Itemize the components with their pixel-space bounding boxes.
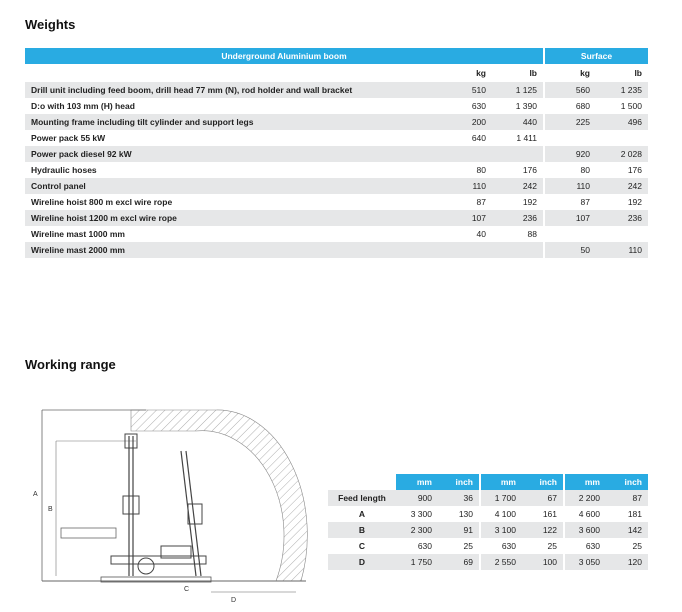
range-value: 4 600 — [564, 506, 606, 522]
weights-row — [25, 98, 648, 114]
underground-lb — [492, 242, 544, 258]
unit-label: kg — [476, 68, 486, 78]
range-value: 3 100 — [480, 522, 522, 538]
range-value: 1 700 — [480, 490, 522, 506]
diagram-label-b: B — [48, 506, 53, 513]
weights-row — [25, 82, 648, 98]
surface-kg — [544, 226, 596, 242]
range-header-row — [328, 474, 648, 490]
surface-lb: 2 028 — [596, 146, 648, 162]
unit-label: kg — [544, 64, 596, 82]
surface-kg: 107 — [544, 210, 596, 226]
weights-table — [25, 48, 648, 258]
surface-lb: 1 235 — [596, 82, 648, 98]
working-range-table — [328, 474, 648, 570]
range-value: 161 — [522, 506, 564, 522]
range-value: 120 — [606, 554, 648, 570]
surface-lb — [596, 226, 648, 242]
range-row-label: C — [328, 538, 396, 554]
range-row — [328, 490, 648, 506]
underground-kg: 107 — [440, 210, 492, 226]
underground-kg: 87 — [440, 194, 492, 210]
diagram-label-c: C — [184, 586, 190, 593]
surface-kg: 50 — [544, 242, 596, 258]
underground-lb: 176 — [492, 162, 544, 178]
surface-lb: 110 — [596, 242, 648, 258]
underground-lb: 1 411 — [492, 130, 544, 146]
range-value: 69 — [438, 554, 480, 570]
weights-heading: Weights — [25, 17, 76, 32]
surface-kg: 920 — [544, 146, 596, 162]
surface-kg: 560 — [544, 82, 596, 98]
units-spacer — [25, 64, 440, 82]
range-value: 2 200 — [564, 490, 606, 506]
weights-row — [25, 178, 648, 194]
underground-kg — [440, 242, 492, 258]
underground-kg: 510 — [440, 82, 492, 98]
range-value: 181 — [606, 506, 648, 522]
surface-kg: 80 — [544, 162, 596, 178]
range-row — [328, 506, 648, 522]
range-value: 900 — [396, 490, 438, 506]
range-row-label: Feed length — [328, 490, 396, 506]
unit-label: lb — [529, 68, 537, 78]
weight-item-label: Mounting frame including tilt cylinder and support legs — [25, 114, 440, 130]
range-value: 100 — [522, 554, 564, 570]
range-row-label: D — [328, 554, 396, 570]
range-col-header: mm — [480, 474, 522, 490]
working-range-heading: Working range — [25, 357, 116, 372]
surface-kg: 110 — [544, 178, 596, 194]
range-value: 130 — [438, 506, 480, 522]
weight-item-label: Wireline mast 1000 mm — [25, 226, 440, 242]
weight-item-label: Control panel — [25, 178, 440, 194]
range-value: 87 — [606, 490, 648, 506]
surface-lb: 192 — [596, 194, 648, 210]
range-value: 630 — [564, 538, 606, 554]
underground-kg: 110 — [440, 178, 492, 194]
weight-item-label: Drill unit including feed boom, drill head 77 mm (N), rod holder and wall bracket — [25, 82, 440, 98]
weight-item-label: Wireline mast 2000 mm — [25, 242, 440, 258]
range-value: 3 600 — [564, 522, 606, 538]
range-header-spacer — [328, 474, 396, 490]
range-col-header: inch — [522, 474, 564, 490]
range-row — [328, 522, 648, 538]
range-row — [328, 554, 648, 570]
weights-row — [25, 114, 648, 130]
unit-label: lb — [634, 68, 642, 78]
underground-kg: 80 — [440, 162, 492, 178]
weights-row — [25, 146, 648, 162]
surface-lb: 242 — [596, 178, 648, 194]
weights-row — [25, 226, 648, 242]
underground-kg — [440, 146, 492, 162]
weight-item-label: Power pack diesel 92 kW — [25, 146, 440, 162]
underground-lb: 236 — [492, 210, 544, 226]
underground-lb: 1 125 — [492, 82, 544, 98]
surface-kg — [544, 130, 596, 146]
range-row-label: A — [328, 506, 396, 522]
range-value: 4 100 — [480, 506, 522, 522]
range-value: 91 — [438, 522, 480, 538]
weights-row — [25, 242, 648, 258]
diagram-label-a: A — [33, 491, 38, 498]
underground-lb — [492, 146, 544, 162]
range-value: 3 300 — [396, 506, 438, 522]
range-col-header: mm — [564, 474, 606, 490]
weight-item-label: Power pack 55 kW — [25, 130, 440, 146]
range-value: 630 — [396, 538, 438, 554]
range-value: 25 — [522, 538, 564, 554]
range-value: 3 050 — [564, 554, 606, 570]
underground-kg: 630 — [440, 98, 492, 114]
working-range-diagram — [26, 396, 326, 606]
weights-units-row — [25, 64, 648, 82]
range-value: 2 300 — [396, 522, 438, 538]
surface-kg: 680 — [544, 98, 596, 114]
underground-lb: 88 — [492, 226, 544, 242]
weights-group-header-row — [25, 48, 648, 64]
weight-item-label: Wireline hoist 1200 m excl wire rope — [25, 210, 440, 226]
surface-lb: 496 — [596, 114, 648, 130]
range-row — [328, 538, 648, 554]
surface-lb: 176 — [596, 162, 648, 178]
range-value: 122 — [522, 522, 564, 538]
range-col-header: inch — [438, 474, 480, 490]
weight-item-label: Wireline hoist 800 m excl wire rope — [25, 194, 440, 210]
range-value: 25 — [606, 538, 648, 554]
range-value: 1 750 — [396, 554, 438, 570]
weights-row — [25, 194, 648, 210]
underground-kg: 200 — [440, 114, 492, 130]
group-underground: Underground Aluminium boom — [25, 48, 544, 64]
weights-row — [25, 162, 648, 178]
underground-kg: 640 — [440, 130, 492, 146]
surface-kg: 225 — [544, 114, 596, 130]
range-value: 2 550 — [480, 554, 522, 570]
diagram-label-d: D — [231, 597, 237, 604]
range-col-header: mm — [396, 474, 438, 490]
group-surface: Surface — [544, 48, 648, 64]
underground-lb: 1 390 — [492, 98, 544, 114]
range-value: 25 — [438, 538, 480, 554]
surface-lb: 1 500 — [596, 98, 648, 114]
underground-lb: 192 — [492, 194, 544, 210]
surface-lb: 236 — [596, 210, 648, 226]
range-value: 67 — [522, 490, 564, 506]
range-row-label: B — [328, 522, 396, 538]
underground-lb: 242 — [492, 178, 544, 194]
range-value: 142 — [606, 522, 648, 538]
weights-row — [25, 130, 648, 146]
underground-lb: 440 — [492, 114, 544, 130]
underground-kg: 40 — [440, 226, 492, 242]
weights-row — [25, 210, 648, 226]
surface-kg: 87 — [544, 194, 596, 210]
surface-lb — [596, 130, 648, 146]
weight-item-label: Hydraulic hoses — [25, 162, 440, 178]
range-col-header: inch — [606, 474, 648, 490]
range-value: 36 — [438, 490, 480, 506]
range-value: 630 — [480, 538, 522, 554]
weight-item-label: D:o with 103 mm (H) head — [25, 98, 440, 114]
